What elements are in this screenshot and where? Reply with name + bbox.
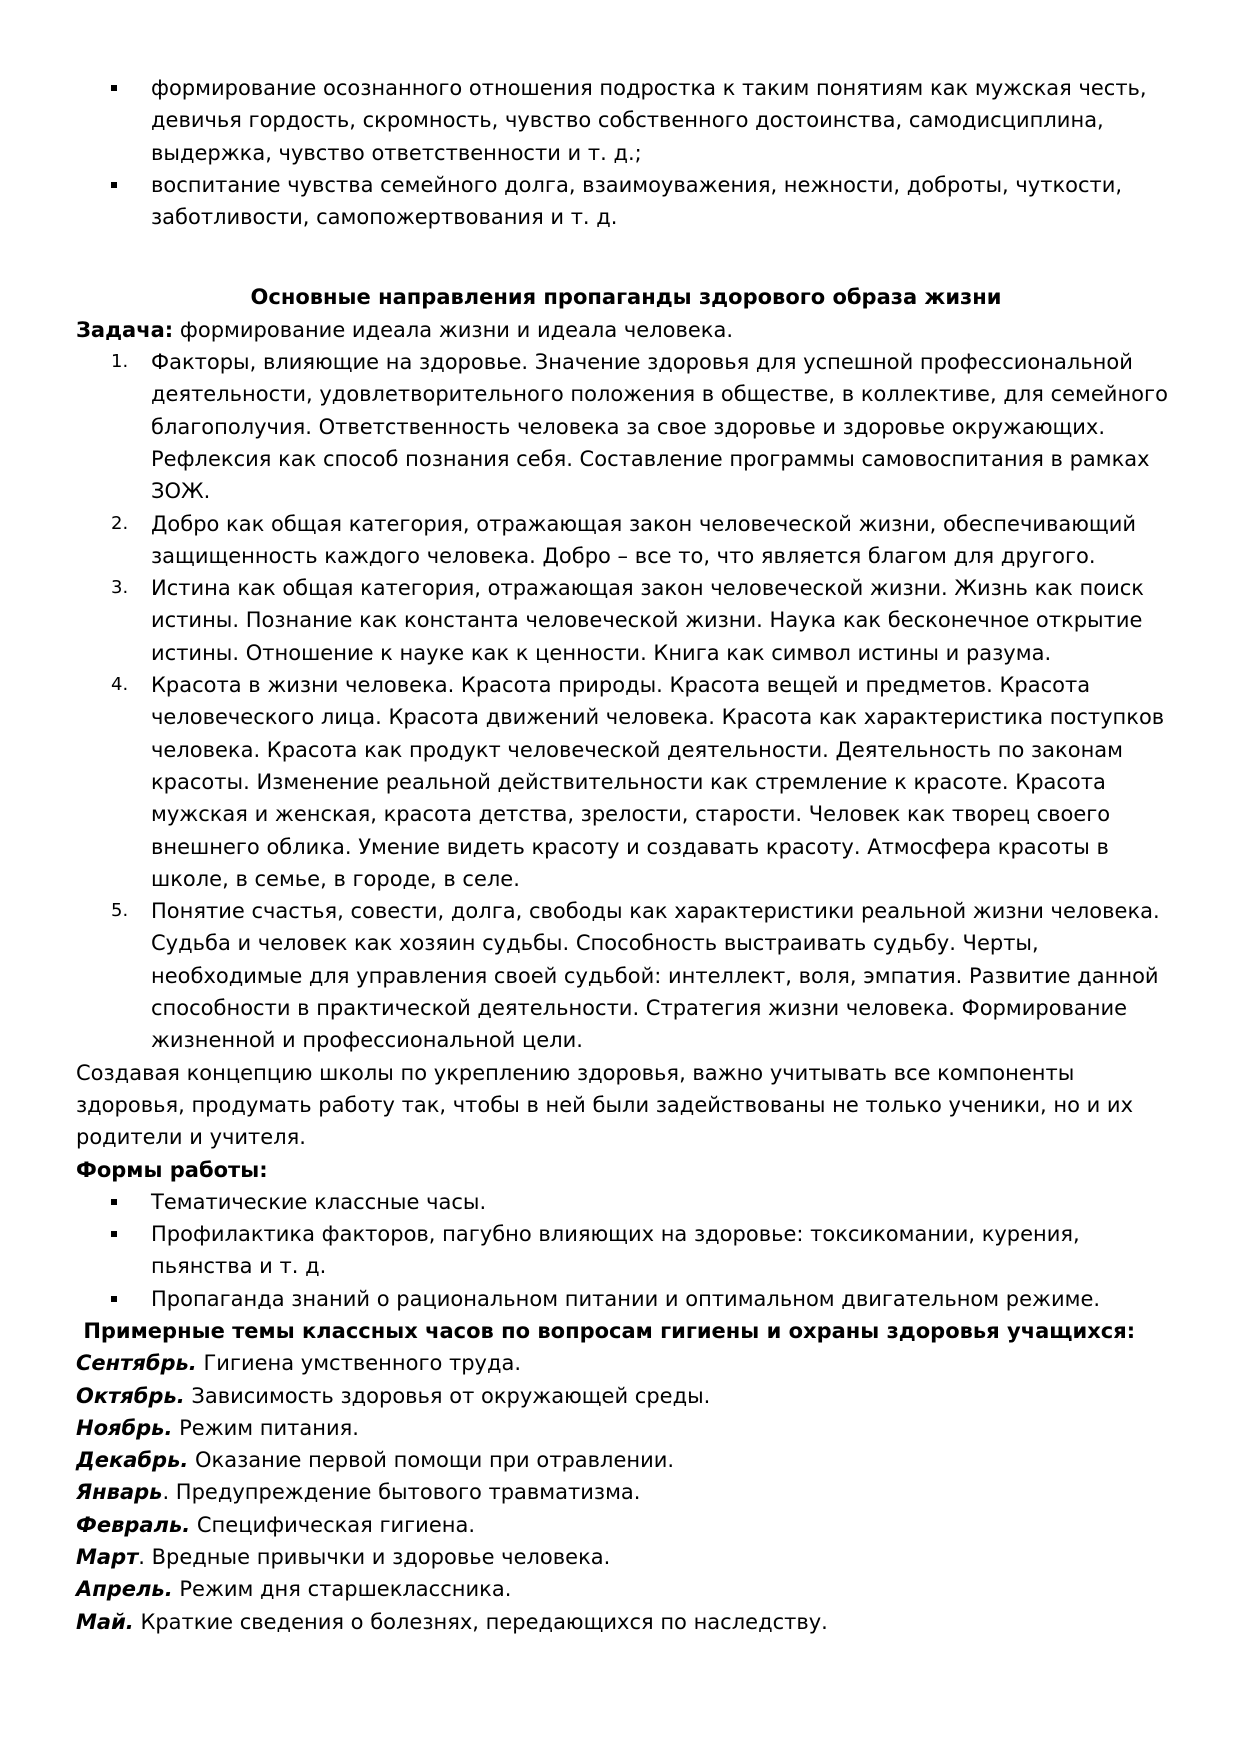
monthly-topics (76, 1347, 1176, 1638)
task-paragraph (76, 314, 1176, 346)
list-item: воспитание чувства семейного долга, взаимоуважения, нежности, доброты, чуткости, заботливости, самопожертвования и т. д. (151, 169, 1176, 234)
section-title: Основные направления пропаганды здорового образа жизни (250, 285, 1002, 310)
list-item: формирование осознанного отношения подростка к таким понятиям как мужская честь, девичья гордость, скромность, чувство собственного достоинства, самодисциплина, выдержка, чувство ответственности и т. д.; (151, 72, 1176, 169)
month-row (76, 1509, 1176, 1541)
month-topic: Гигиена умственного труда. (196, 1351, 522, 1376)
month-label: Январь (76, 1480, 163, 1505)
topics-title: Примерные темы классных часов по вопросам гигиены и охраны здоровья учащихся: (76, 1318, 1136, 1343)
month-label: Май. (76, 1609, 134, 1634)
month-label: Октябрь. (76, 1383, 185, 1408)
list-item: Понятие счастья, совести, долга, свободы как характеристики реальной жизни человека. Судьба и человек как хозяин судьбы. Способность выстраивать судьбу. Черты, необходимые для управления своей судьбой: интеллект, воля, эмпатия. Развитие данной способности в практической деятельности. Стратегия жизни человека. Формирование жизненной и профессиональной цели. (151, 899, 1160, 1053)
list-item: Тематические классные часы. (151, 1186, 1176, 1218)
month-row (76, 1573, 1176, 1605)
forms-title: Формы работы: (76, 1157, 268, 1182)
list-item: Истина как общая категория, отражающая закон человеческой жизни. Жизнь как поиск истины. Познание как константа человеческой жизни. Наука как бесконечное открытие истины. Отношение к науке как к ценности. Книга как символ истины и разума. (151, 576, 1144, 665)
month-label: Апрель. (76, 1577, 173, 1602)
task-text: формирование идеала жизни и идеала человека. (173, 317, 733, 342)
month-row (76, 1606, 1176, 1638)
top-bullet-list (76, 72, 1176, 233)
month-label: Март (76, 1545, 139, 1570)
month-row (76, 1541, 1176, 1573)
month-topic: Зависимость здоровья от окружающей среды. (184, 1383, 711, 1408)
month-topic: . Вредные привычки и здоровье человека. (138, 1545, 611, 1570)
list-item: Пропаганда знаний о рациональном питании и оптимальном двигательном режиме. (151, 1283, 1176, 1315)
concept-paragraph: Создавая концепцию школы по укреплению здоровья, важно учитывать все компоненты здоровья, продумать работу так, чтобы в ней были задействованы не только ученики, но и их родители и учителя. (76, 1060, 1134, 1150)
month-row (76, 1380, 1176, 1412)
spacer (76, 233, 1176, 281)
month-topic: Специфическая гигиена. (190, 1512, 476, 1537)
directions-list (76, 346, 1176, 1057)
month-topic: Оказание первой помощи при отравлении. (188, 1448, 675, 1473)
month-label: Декабрь. (76, 1448, 189, 1473)
month-row (76, 1347, 1176, 1379)
month-row (76, 1444, 1176, 1476)
month-label: Сентябрь. (76, 1351, 197, 1376)
month-topic: Режим питания. (172, 1415, 359, 1440)
forms-list (76, 1186, 1176, 1315)
month-row (76, 1476, 1176, 1508)
list-item: Профилактика факторов, пагубно влияющих на здоровье: токсикомании, курения, пьянства и т. д. (151, 1218, 1176, 1283)
month-topic: . Предупреждение бытового травматизма. (162, 1480, 641, 1505)
month-row (76, 1412, 1176, 1444)
month-topic: Краткие сведения о болезнях, передающихся по наследству. (133, 1609, 828, 1634)
list-item: Добро как общая категория, отражающая закон человеческой жизни, обеспечивающий защищенность каждого человека. Добро – все то, что является благом для другого. (151, 511, 1137, 568)
document-page (76, 72, 1176, 1638)
list-item: Факторы, влияющие на здоровье. Значение здоровья для успешной профессиональной деятельности, удовлетворительного положения в обществе, в коллективе, для семейного благополучия. Ответственность человека за свое здоровье и здоровье окружающих. Рефлексия как способ познания себя. Составление программы самовоспитания в рамках ЗОЖ. (151, 350, 1168, 504)
task-label: Задача: (76, 317, 174, 342)
month-label: Февраль. (76, 1512, 191, 1537)
month-topic: Режим дня старшеклассника. (172, 1577, 512, 1602)
month-label: Ноябрь. (76, 1415, 173, 1440)
list-item: Красота в жизни человека. Красота природы. Красота вещей и предметов. Красота человеческого лица. Красота движений человека. Красота как характеристика поступков человека. Красота как продукт человеческой деятельности. Деятельность по законам красоты. Изменение реальной действительности как стремление к красоте. Красота мужская и женская, красота детства, зрелости, старости. Человек как творец своего внешнего облика. Умение видеть красоту и создавать красоту. Атмосфера красоты в школе, в семье, в городе, в селе. (151, 673, 1165, 891)
